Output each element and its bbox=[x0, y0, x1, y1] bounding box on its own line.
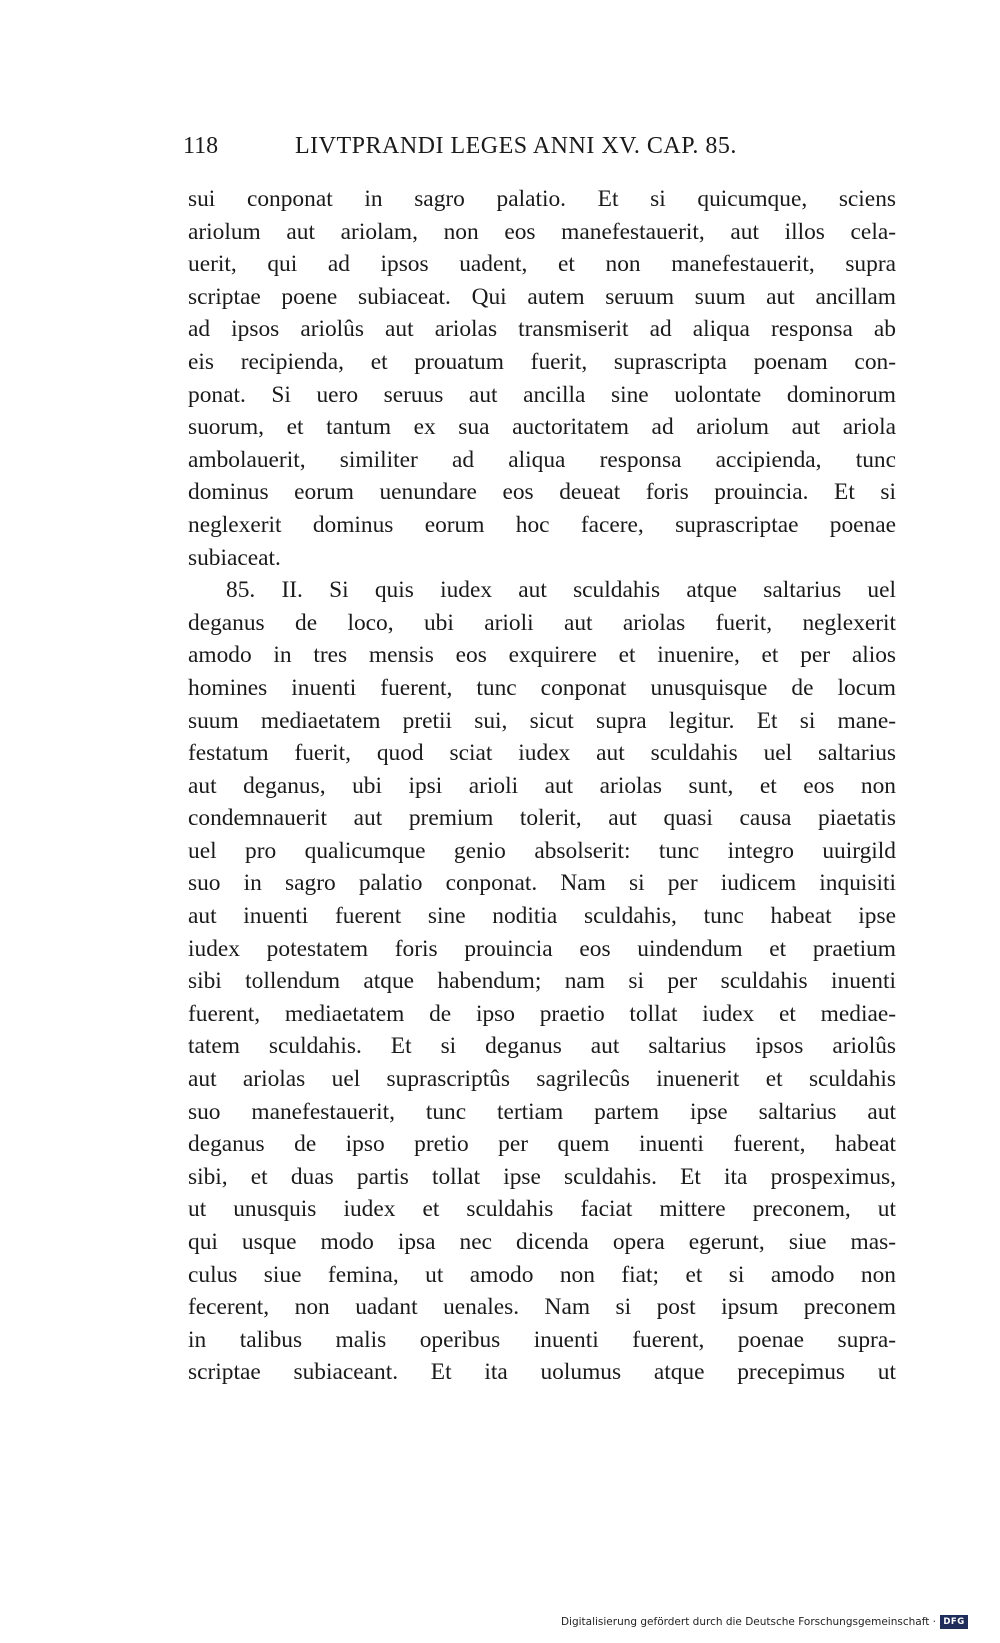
text-line: aut inuenti fuerent sine noditia sculdahis, tunc habeat ipse bbox=[188, 903, 896, 930]
text-line: eis recipienda, et prouatum fuerit, suprascripta poenam con- bbox=[188, 348, 896, 375]
text-line: suo in sagro palatio conponat. Nam si per iudicem inquisiti bbox=[188, 870, 896, 897]
text-line: festatum fuerit, quod sciat iudex aut sculdahis uel saltarius bbox=[188, 740, 896, 767]
text-line: deganus de loco, ubi arioli aut ariolas fuerit, neglexerit bbox=[188, 609, 896, 636]
digitization-credit bbox=[561, 1613, 968, 1631]
digitization-credit-text: Digitalisierung gefördert durch die Deutsche Forschungsgemeinschaft · bbox=[560, 1616, 936, 1628]
text-line: ut unusquis iudex et sculdahis faciat mittere preconem, ut bbox=[188, 1196, 896, 1223]
text-line: qui usque modo ipsa nec dicenda opera egerunt, siue mas- bbox=[188, 1229, 896, 1255]
text-line: ad ipsos ariolûs aut ariolas transmiserit ad aliqua responsa ab bbox=[188, 316, 896, 343]
text-line: aut deganus, ubi ipsi arioli aut ariolas sunt, et eos non bbox=[188, 772, 896, 799]
text-line: dominus eorum uenundare eos deueat foris prouincia. Et si bbox=[188, 479, 896, 506]
running-header bbox=[183, 126, 793, 166]
dfg-logo: DFG bbox=[940, 1615, 968, 1629]
chapter-85-2-opening-line: 85. II. Si quis iudex aut sculdahis atque saltarius uel bbox=[226, 577, 896, 604]
text-line: scriptae poene subiaceat. Qui autem seruum suum aut ancillam bbox=[188, 283, 896, 310]
page-number: 118 bbox=[183, 133, 219, 159]
text-line: ponat. Si uero seruus aut ancilla sine uolontate dominorum bbox=[188, 381, 896, 408]
text-line: amodo in tres mensis eos exquirere et inuenire, et per alios bbox=[188, 642, 896, 669]
text-line: culus siue femina, ut amodo non fiat; et si amodo non bbox=[188, 1261, 896, 1288]
text-line: sui conponat in sagro palatio. Et si quicumque, sciens bbox=[188, 186, 896, 212]
text-line: fecerent, non uadant uenales. Nam si post ipsum preconem bbox=[188, 1294, 896, 1321]
text-line: scriptae subiaceant. Et ita uolumus atque precepimus ut bbox=[188, 1359, 896, 1386]
text-line: aut ariolas uel suprascriptûs sagrilecûs inuenerit et sculdahis bbox=[188, 1066, 896, 1093]
text-line-paragraph-end: subiaceat. bbox=[188, 544, 281, 571]
text-line: uel pro qualicumque genio absolserit: tunc integro uuirgild bbox=[188, 837, 896, 864]
text-line: sibi tollendum atque habendum; nam si per sculdahis inuenti bbox=[188, 968, 896, 995]
text-line: suo manefestauerit, tunc tertiam partem ipse saltarius aut bbox=[188, 1098, 896, 1125]
text-line: homines inuenti fuerent, tunc conponat unusquisque de locum bbox=[188, 674, 896, 701]
text-line: sibi, et duas partis tollat ipse sculdahis. Et ita prospeximus, bbox=[188, 1163, 896, 1190]
text-line: suum mediaetatem pretii sui, sicut supra legitur. Et si mane- bbox=[188, 707, 896, 734]
text-line: suorum, et tantum ex sua auctoritatem ad ariolum aut ariola bbox=[188, 414, 896, 441]
text-line: neglexerit dominus eorum hoc facere, suprascriptae poenae bbox=[188, 511, 896, 538]
text-line: ambolauerit, similiter ad aliqua responsa accipienda, tunc bbox=[188, 446, 896, 473]
running-head-title: LIVTPRANDI LEGES ANNI XV. CAP. 85. bbox=[295, 133, 737, 159]
text-line: deganus de ipso pretio per quem inuenti fuerent, habeat bbox=[188, 1131, 896, 1158]
text-line: ariolum aut ariolam, non eos manefestauerit, aut illos cela- bbox=[188, 218, 896, 245]
text-line: uerit, qui ad ipsos uadent, et non manefestauerit, supra bbox=[188, 251, 896, 278]
text-line: condemnauerit aut premium tolerit, aut quasi causa piaetatis bbox=[188, 805, 896, 832]
text-line: tatem sculdahis. Et si deganus aut saltarius ipsos ariolûs bbox=[188, 1033, 896, 1060]
text-line: fuerent, mediaetatem de ipso praetio tollat iudex et mediae- bbox=[188, 1000, 896, 1027]
body-text bbox=[188, 183, 896, 1389]
text-line: in talibus malis operibus inuenti fuerent, poenae supra- bbox=[188, 1326, 896, 1353]
text-line: iudex potestatem foris prouincia eos uindendum et praetium bbox=[188, 935, 896, 962]
